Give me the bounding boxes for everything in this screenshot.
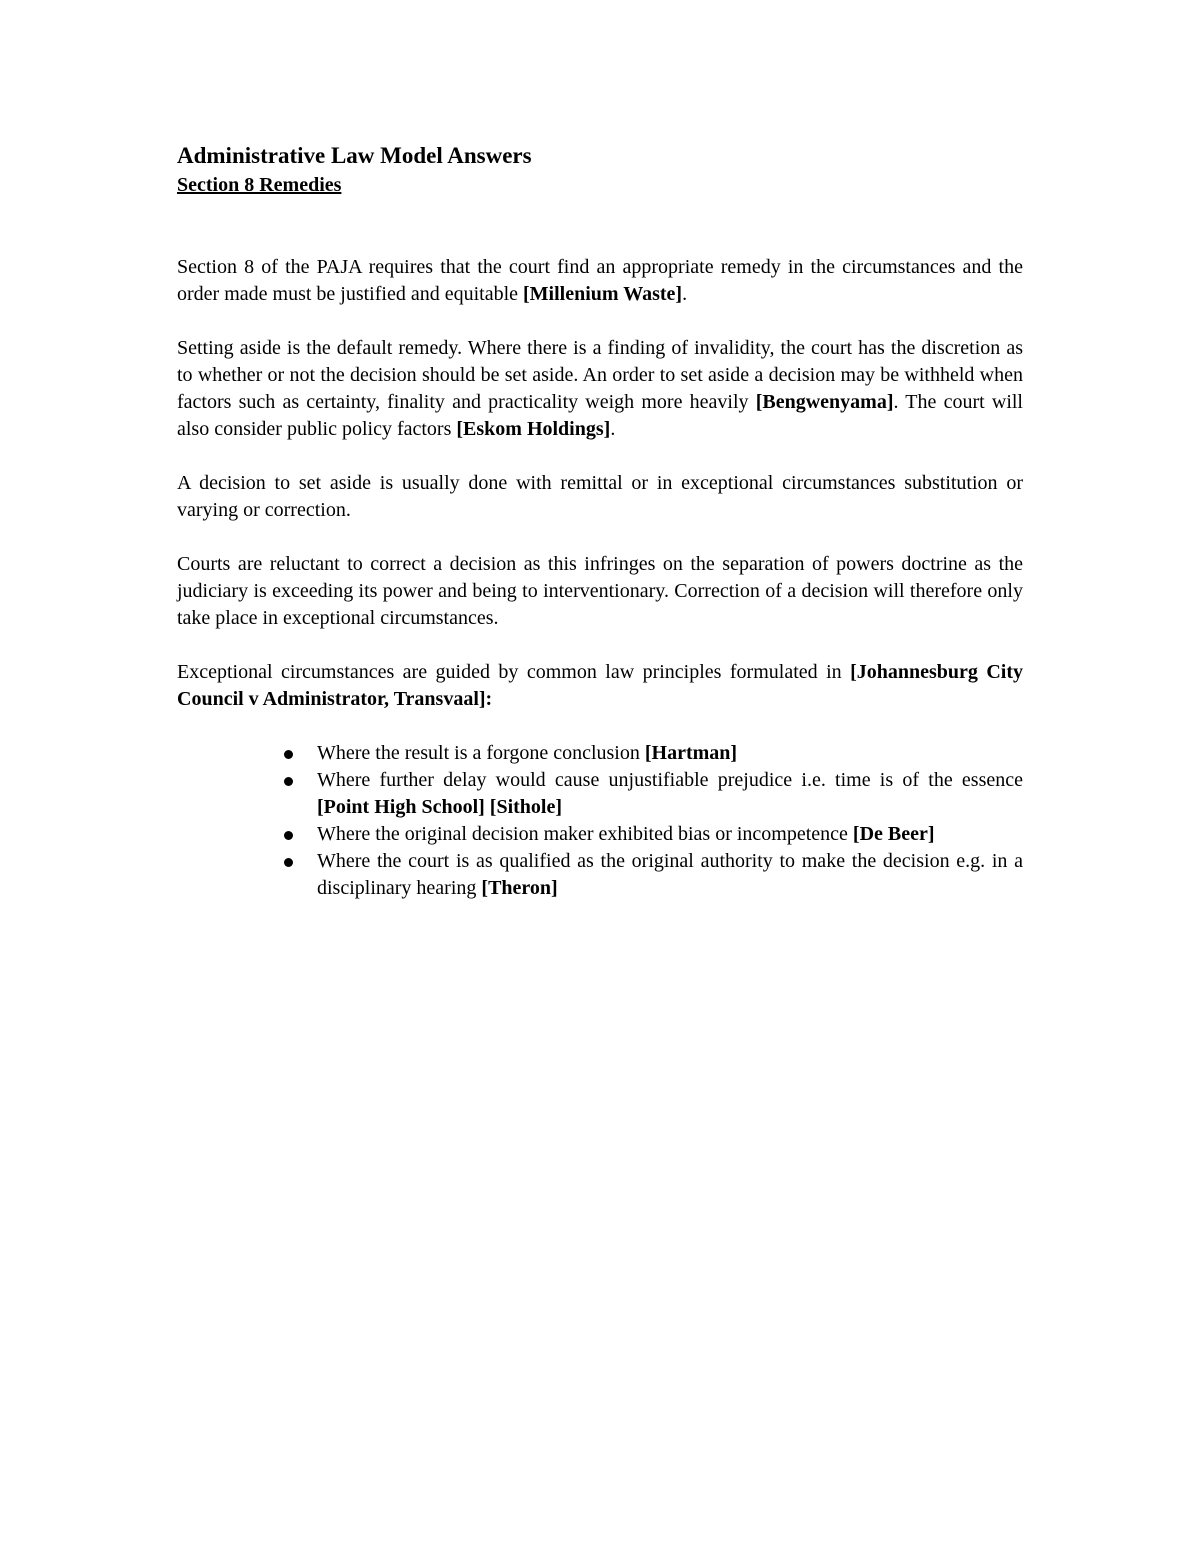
case-citation: [De Beer] (852, 823, 935, 845)
list-item (317, 767, 1023, 821)
paragraph-correction (177, 551, 1023, 632)
bullet-icon (284, 858, 293, 867)
bullet-icon (284, 777, 293, 786)
paragraph-text: Setting aside is the default remedy. Where there is a finding of invalidity, the court has the discretion as to whether or not the decision should be set aside. An order to set aside a decision may be withheld when factors such as certainty, finality and practicality weigh more heavily (177, 337, 1023, 413)
paragraph-text: A decision to set aside is usually done with remittal or in exceptional circumstances substitution or varying or correction. (177, 472, 1023, 521)
paragraph-setting-aside (177, 335, 1023, 443)
paragraph-text: . (610, 418, 616, 440)
case-citation: [Johannesburg City Council v Administrator, Transvaal]: (177, 661, 1023, 710)
paragraph-text: . (682, 283, 688, 305)
list-item-text: Where further delay would cause unjustifiable prejudice i.e. time is of the essence (317, 769, 1023, 791)
paragraph-exceptional (177, 659, 1023, 713)
paragraph-text: Courts are reluctant to correct a decision as this infringes on the separation of powers doctrine as the judiciary is exceeding its power and being to interventionary. Correction of a decision will therefore only take place in exceptional circumstances. (177, 553, 1023, 629)
paragraph-text: Exceptional circumstances are guided by common law principles formulated in (177, 661, 851, 683)
paragraph-text: Section 8 of the PAJA requires that the court find an appropriate remedy in the circumstances and the order made must be justified and equitable (177, 256, 1023, 305)
section-heading: Section 8 Remedies (177, 174, 342, 196)
bullet-icon (284, 831, 293, 840)
paragraph-section-8 (177, 254, 1023, 308)
list-item-text: Where the court is as qualified as the original authority to make the decision e.g. in a disciplinary hearing (317, 850, 1023, 899)
case-citation: [Theron] (481, 877, 558, 899)
paragraph-remittal (177, 470, 1023, 524)
document-title: Administrative Law Model Answers (177, 143, 532, 168)
case-citation: [Eskom Holdings] (456, 418, 611, 440)
case-citation: [Millenium Waste] (523, 283, 683, 305)
list-item (317, 848, 1023, 902)
list-item-text: Where the result is a forgone conclusion (317, 742, 645, 764)
list-item (317, 740, 1023, 767)
paragraph-text: . The court will also consider public policy factors (177, 391, 1023, 440)
case-citation: [Hartman] (644, 742, 738, 764)
case-citation: [Bengwenyama] (755, 391, 894, 413)
list-item (317, 821, 1023, 848)
exceptional-circumstances-list (177, 740, 1023, 902)
document-page (177, 140, 1023, 902)
bullet-icon (284, 750, 293, 759)
case-citation: [Point High School] [Sithole] (317, 796, 563, 818)
list-item-text: Where the original decision maker exhibited bias or incompetence (317, 823, 853, 845)
